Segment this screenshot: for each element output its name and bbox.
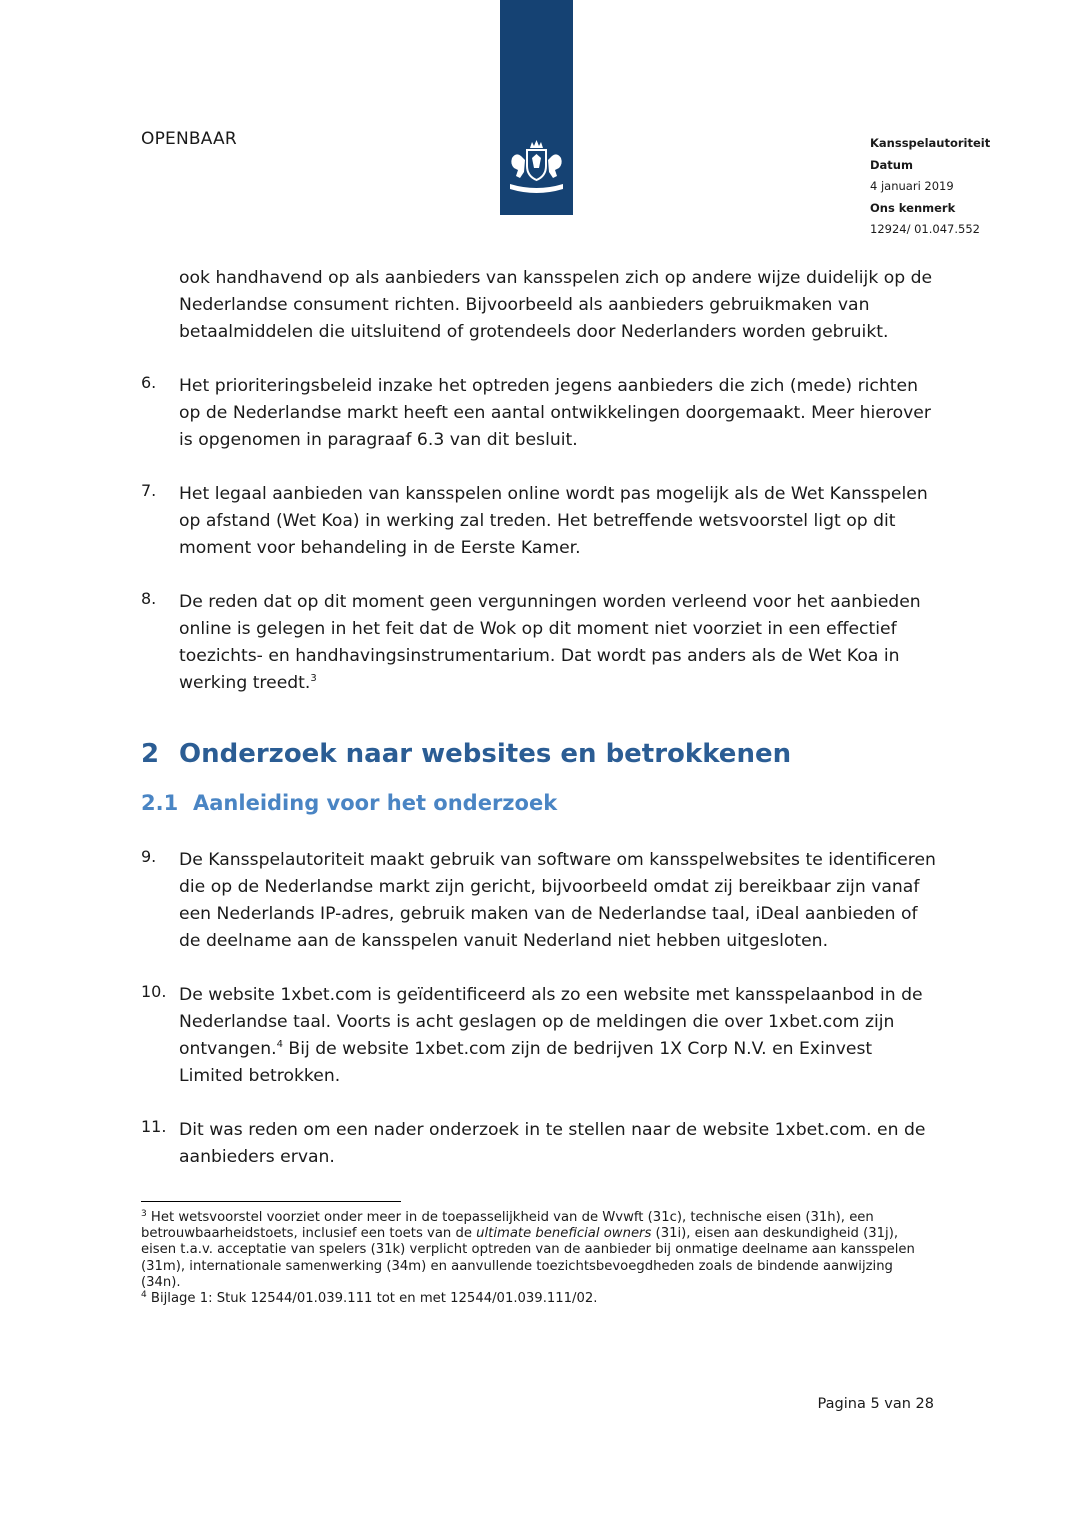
paragraph-number: 7. [141,481,157,500]
document-body [141,265,936,1307]
footnote-3 [141,1210,936,1291]
subsection-title: Aanleiding voor het onderzoek [193,791,558,815]
footnote-ref-3[interactable]: 3 [310,673,317,684]
date-label: Datum [870,157,913,172]
section-heading [141,737,936,771]
numbered-paragraph-6 [141,373,936,454]
footnote-number: 3 [141,1209,147,1219]
reference-value: 12924/ 01.047.552 [870,222,980,237]
paragraph-text [179,589,936,697]
page-number: Pagina 5 van 28 [817,1396,934,1412]
numbered-paragraph-11 [141,1117,936,1171]
footnote-ref-4[interactable]: 4 [276,1039,283,1050]
paragraph-text-body: De reden dat op dit moment geen vergunningen worden verleend voor het aanbieden online is gelegen in het feit dat de Wok op dit moment niet voorziet in een effectief toezichts- en handhavingsinstrumentarium. Dat wordt pas anders als de Wet Koa in werking treedt. [179,592,921,693]
document-meta [870,133,990,241]
footnote-separator [141,1201,401,1202]
classification-label: OPENBAAR [141,129,237,149]
footnotes [141,1210,936,1307]
section-title: Onderzoek naar websites en betrokkenen [179,739,792,769]
continuation-paragraph: ook handhavend op als aanbieders van kansspelen zich op andere wijze duidelijk op de Nederlandse consument richten. Bijvoorbeeld als aanbieders gebruikmaken van betaalmiddelen die uitsluitend of grotendeels door Nederlanders worden gebruikt. [179,268,933,342]
section-number: 2 [141,739,160,769]
numbered-paragraph-8 [141,589,936,697]
subsection-heading [141,789,936,817]
paragraph-number: 8. [141,589,157,608]
footnote-text: Bijlage 1: Stuk 12544/01.039.111 tot en met 12544/01.039.111/02. [146,1291,598,1307]
paragraph-text: Dit was reden om een nader onderzoek in te stellen naar de website 1xbet.com. en de aanbieders ervan. [179,1120,926,1167]
paragraph-text [179,982,936,1090]
date-value: 4 januari 2019 [870,179,954,194]
reference-label: Ons kenmerk [870,200,956,215]
rijksoverheid-emblem-icon [506,138,567,198]
footnote-text-italic: ultimate beneficial owners [476,1226,652,1242]
paragraph-number: 10. [141,982,167,1001]
paragraph-text: Het legaal aanbieden van kansspelen online wordt pas mogelijk als de Wet Kansspelen op afstand (Wet Koa) in werking zal treden. Het betreffende wetsvoorstel ligt op dit moment voor behandeling in de Eerste Kamer. [179,484,928,558]
numbered-paragraph-10 [141,982,936,1090]
paragraph-number: 6. [141,373,157,392]
paragraph-text-before: De website 1xbet.com is geïdentificeerd als zo een website met kansspelaanbod in de Nederlandse taal. Voorts is acht geslagen op de meldingen die over 1xbet.com zijn ontvangen. [179,985,923,1059]
paragraph-text: De Kansspelautoriteit maakt gebruik van software om kansspelwebsites te identificeren die op de Nederlandse markt zijn gericht, bijvoorbeeld omdat zij bereikbaar zijn vanaf een Nederlands IP-adres, gebruik maken van de Nederlandse taal, iDeal aanbieden of de deelname aan de kansspelen vanuit Nederland niet hebben uitgesloten. [179,850,936,951]
footnote-text-after: (31i), eisen aan deskundigheid (31j), eisen t.a.v. acceptatie van spelers (31k) verplicht optreden van de aanbieder bij onmatige deelname aan kansspelen (31m), internationale samenwerking (34m) en aanvullende toezichtsbevoegdheden zoals de bindende aanwijzing (34n). [141,1226,915,1290]
paragraph-number: 11. [141,1117,167,1136]
paragraph-text-after: Bij de website 1xbet.com zijn de bedrijven 1X Corp N.V. en Exinvest Limited betrokken. [179,1039,873,1086]
organization-name: Kansspelautoriteit [870,136,991,150]
footnote-4 [141,1291,936,1307]
numbered-paragraph-7 [141,481,936,562]
numbered-paragraph-9 [141,847,936,955]
paragraph-number: 9. [141,847,157,866]
paragraph-text: Het prioriteringsbeleid inzake het optreden jegens aanbieders die zich (mede) richten op de Nederlandse markt heeft een aantal ontwikkelingen doorgemaakt. Meer hierover is opgenomen in paragraaf 6.3 van dit besluit. [179,376,931,450]
subsection-number: 2.1 [141,791,179,815]
footnote-number: 4 [141,1290,147,1301]
logo-bar [500,0,573,215]
footnote-text-before: Het wetsvoorstel voorziet onder meer in de toepasselijkheid van de Wvwft (31c), technische eisen (31h), een betrouwbaarheidstoets, inclusief een toets van de [141,1210,874,1242]
